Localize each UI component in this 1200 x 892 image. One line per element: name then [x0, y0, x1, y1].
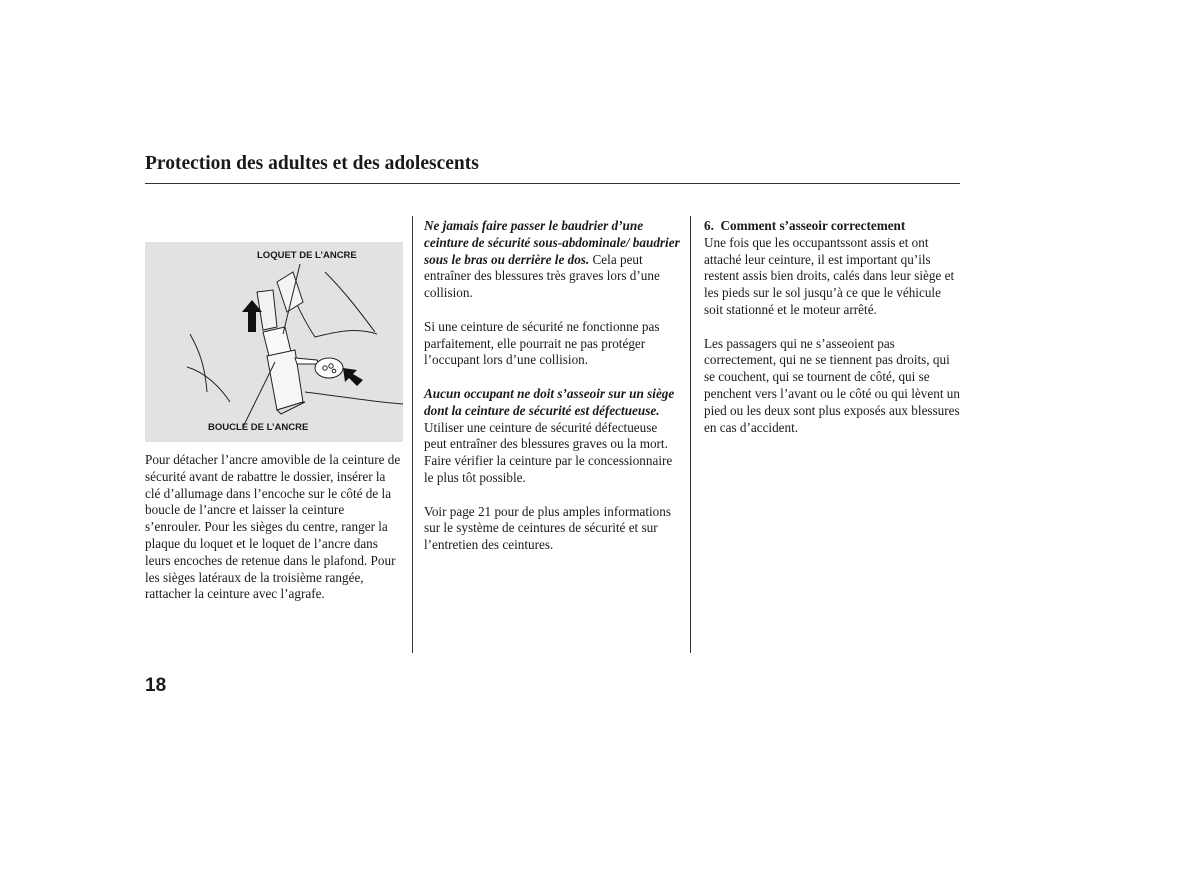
- column-1-text: [145, 452, 403, 620]
- malfunction-paragraph: Si une ceinture de sécurité ne fonctionne pas parfaitement, elle pourrait ne pas protéger l’occupant lors d’une collision.: [424, 318, 660, 368]
- warning-2-emphasis: Aucun occupant ne doit s’asseoir sur un siège dont la ceinture de sécurité est défectueuse.: [424, 385, 675, 418]
- seating-paragraph-2: Les passagers qui ne s’asseoient pas correctement, qui ne se tiennent pas droits, qui se couchent, qui se tournent de côté, qui se penchent vers l’avant ou le côté ou qui lèvent un pied ou les deux sont plus exposés aux blessures en cas d’accident.: [704, 335, 960, 435]
- warning-1-emphasis: Ne jamais faire passer le baudrier d’une ceinture de sécurité sous-abdominale/ baudrier sous le bras ou derrière le dos.: [424, 218, 680, 267]
- label-anchor-latch: LOQUET DE L’ANCRE: [257, 250, 357, 261]
- warning-1-text: Cela peut entraîner des blessures très graves lors d’une collision.: [424, 251, 660, 301]
- warning-2-text: Utiliser une ceinture de sécurité défectueuse peut entraîner des blessures graves ou la mort. Faire vérifier la ceinture par le concessionnaire le plus tôt possible.: [424, 419, 673, 485]
- label-anchor-buckle: BOUCLE DE L’ANCRE: [208, 422, 309, 433]
- detach-anchor-paragraph: Pour détacher l’ancre amovible de la ceinture de sécurité avant de rabattre le dossier, insérer la clé d’allumage dans l’encoche sur le côté de la boucle de l’ancre et laisser la ceinture s’enrouler. Pour les sièges du centre, ranger la plaque du loquet et le loquet de l’ancre dans leurs encoches de retenue dans le plafond. Pour les sièges latéraux de la troisième rangée, rattacher la ceinture avec l’agrafe.: [145, 452, 401, 602]
- column-2-text: [424, 218, 680, 571]
- seating-paragraph-1: Une fois que les occupantssont assis et ont attaché leur ceinture, il est important qu’ils restent assis bien droits, calés dans leur siège et les pieds sur le sol jusqu’à ce que le véhicule soit stationné et le moteur arrêté.: [704, 234, 955, 317]
- section-heading-text: Comment s’asseoir correctement: [720, 218, 906, 233]
- column-3-text: [704, 218, 962, 453]
- column-divider-left: [412, 216, 413, 653]
- page-number: 18: [145, 675, 167, 696]
- warning-paragraph-1: [424, 218, 680, 302]
- anchor-buckle-illustration: [145, 242, 403, 442]
- page-title: Protection des adultes et des adolescents: [145, 153, 479, 174]
- reference-paragraph: Voir page 21 pour de plus amples informations sur le système de ceintures de sécurité et sur l’entretien des ceintures.: [424, 503, 671, 553]
- seatbelt-anchor-drawing: [145, 242, 403, 442]
- section-number: 6.: [704, 218, 714, 233]
- section-heading: [704, 218, 962, 235]
- title-rule: [145, 183, 960, 184]
- column-divider-right: [690, 216, 691, 653]
- warning-paragraph-2: [424, 386, 680, 487]
